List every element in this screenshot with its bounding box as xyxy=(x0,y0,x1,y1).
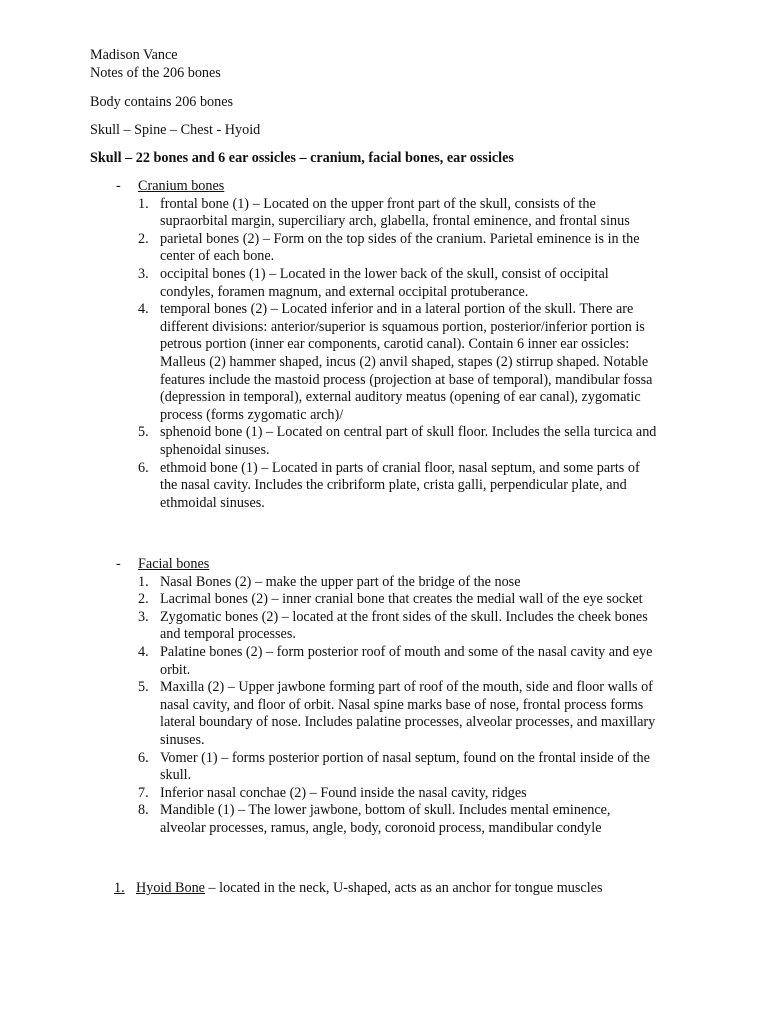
item-text: Zygomatic bones (2) – located at the front sides of the skull. Includes the cheek bones and temporal processes. xyxy=(160,608,648,643)
list-item xyxy=(138,750,658,785)
item-number: 2. xyxy=(138,591,149,608)
body-count-line: Body contains 206 bones xyxy=(90,94,234,110)
hyoid-number: 1. xyxy=(114,880,125,896)
item-number: 8. xyxy=(138,802,149,819)
list-item xyxy=(138,196,658,231)
item-number: 2. xyxy=(138,230,149,247)
hyoid-line xyxy=(114,880,602,898)
list-item xyxy=(138,574,658,592)
list-item xyxy=(138,609,658,644)
hyoid-name: Hyoid Bone xyxy=(136,880,205,896)
hyoid-text: – located in the neck, U-shaped, acts as an anchor for tongue muscles xyxy=(204,880,603,896)
item-number: 1. xyxy=(138,195,149,212)
item-text: parietal bones (2) – Form on the top sides of the cranium. Parietal eminence is in the center of each bone. xyxy=(160,230,640,265)
item-number: 3. xyxy=(138,265,149,282)
list-item xyxy=(138,301,658,424)
item-text: Palatine bones (2) – form posterior roof of mouth and some of the nasal cavity and eye orbit. xyxy=(160,643,653,678)
item-number: 5. xyxy=(138,424,149,441)
item-text: sphenoid bone (1) – Located on central part of skull floor. Includes the sella turcica and sphenoidal sinuses. xyxy=(160,424,657,458)
item-text: Maxilla (2) – Upper jawbone forming part of roof of the mouth, side and floor walls of nasal cavity, and floor of orbit. Nasal spine marks base of nose, frontal process forms lateral boundary of nose. Includes palatine processes, alveolar processes, and maxillary sinuses. xyxy=(160,679,656,748)
list-item xyxy=(138,460,658,513)
item-number: 1. xyxy=(138,573,149,590)
item-text: ethmoid bone (1) – Located in parts of cranial floor, nasal septum, and some parts of the nasal cavity. Includes the cribriform plate, crista galli, perpendicular plate, and ethmoidal sinuses. xyxy=(160,459,640,511)
list-item xyxy=(138,266,658,301)
item-text: Inferior nasal conchae (2) – Found inside the nasal cavity, ridges xyxy=(160,784,527,801)
item-text: occipital bones (1) – Located in the lower back of the skull, consist of occipital condyles, foramen magnum, and external occipital protuberance. xyxy=(160,265,609,300)
list-item xyxy=(138,785,658,803)
item-number: 6. xyxy=(138,749,149,766)
facial-title: Facial bones xyxy=(138,556,210,572)
list-item xyxy=(138,644,658,679)
regions-line: Skull – Spine – Chest - Hyoid xyxy=(90,122,261,138)
section-bullet: - xyxy=(116,178,121,194)
list-item xyxy=(138,679,658,749)
item-text: Mandible (1) – The lower jawbone, bottom of skull. Includes mental eminence, alveolar processes, ramus, angle, body, coronoid process, mandibular condyle xyxy=(160,802,611,836)
item-number: 7. xyxy=(138,784,149,801)
item-number: 6. xyxy=(138,459,149,476)
item-text: Lacrimal bones (2) – inner cranial bone that creates the medial wall of the eye socket xyxy=(160,591,643,608)
item-text: frontal bone (1) – Located on the upper front part of the skull, consists of the supraorbital margin, superciliary arch, glabella, frontal eminence, and frontal sinus xyxy=(160,195,630,230)
item-number: 3. xyxy=(138,608,149,625)
author-name: Madison Vance xyxy=(90,47,178,63)
cranium-list xyxy=(138,196,658,513)
skull-heading: Skull – 22 bones and 6 ear ossicles – cranium, facial bones, ear ossicles xyxy=(90,150,514,166)
item-text: temporal bones (2) – Located inferior and in a lateral portion of the skull. There are different divisions: anterior/superior is squamous portion, posterior/inferior portion is petrous portion (inner ear components, carotid canal). Contain 6 inner ear ossicles: Malleus (2) hammer shaped, incus (2) anvil shaped, stapes (2) stirrup shaped. Notable features include the mastoid process (projection at base of temporal), mandibular fossa (depression in temporal), external auditory meatus (opening of ear canal), zygomatic process (forms zygomatic arch)/ xyxy=(160,301,653,423)
cranium-title: Cranium bones xyxy=(138,178,225,194)
list-item xyxy=(138,231,658,266)
item-text: Nasal Bones (2) – make the upper part of the bridge of the nose xyxy=(160,573,521,590)
item-number: 5. xyxy=(138,679,149,696)
item-number: 4. xyxy=(138,643,149,660)
item-text: Vomer (1) – forms posterior portion of nasal septum, found on the frontal inside of the skull. xyxy=(160,749,650,784)
list-item xyxy=(138,591,658,609)
list-item xyxy=(138,802,658,837)
section-bullet: - xyxy=(116,556,121,572)
item-number: 4. xyxy=(138,301,149,318)
list-item xyxy=(138,424,658,459)
notes-title: Notes of the 206 bones xyxy=(90,65,221,81)
facial-list xyxy=(138,574,658,838)
